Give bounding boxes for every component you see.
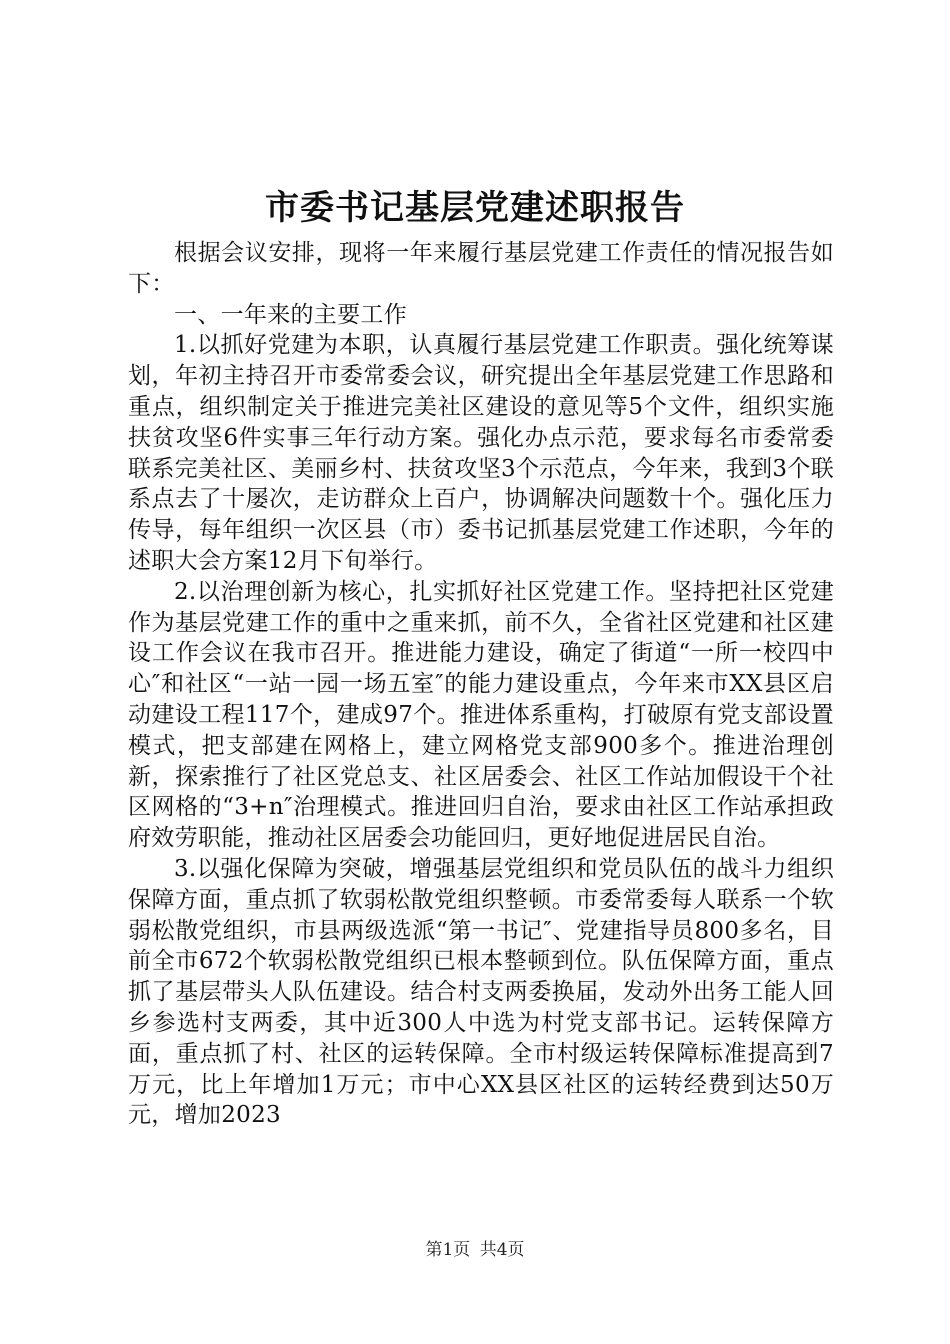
- paragraph-intro: 根据会议安排，现将一年来履行基层党建工作责任的情况报告如下：: [128, 240, 834, 297]
- page-footer: [0, 1238, 950, 1262]
- paragraph-item-2: 2.以治理创新为核心，扎实抓好社区党建工作。坚持把社区党建作为基层党建工作的重中之重来抓，前不久，全省社区党建和社区建设工作会议在我市召开。推进能力建设，确定了街道“一所一校四中心″和社区“一站一园一场五室″的能力建设重点，今年来市XX县区启动建设工程117个，建成97个。推进体系重构，打破原有党支部设置模式，把支部建在网格上，建立网格党支部900多个。推进治理创新，探索推行了社区党总支、社区居委会、社区工作站加假设干个社区网格的“3+n″治理模式。推进回归自治，要求由社区工作站承担政府效劳职能，推动社区居委会功能回归，更好地促进居民自治。: [128, 578, 834, 852]
- document-body: [128, 238, 834, 1131]
- document-title: 市委书记基层党建述职报告: [265, 188, 685, 228]
- page-total: 共4页: [479, 1240, 525, 1260]
- page-number: 第1页: [425, 1240, 471, 1260]
- section-heading: 一、一年来的主要工作: [174, 301, 407, 328]
- paragraph-item-3: 3.以强化保障为突破，增强基层党组织和党员队伍的战斗力组织保障方面，重点抓了软弱松散党组织整顿。市委常委每人联系一个软弱松散党组织，市县两级选派“第一书记″、党建指导员800多名，目前全市672个软弱松散党组织已根本整顿到位。队伍保障方面，重点抓了基层带头人队伍建设。结合村支两委换届，发动外出务工能人回乡参选村支两委，其中近300人中选为村党支部书记。运转保障方面，重点抓了村、社区的运转保障。全市村级运转保障标准提高到7万元，比上年增加1万元；市中心XX县区社区的运转经费到达50万元，增加2023: [128, 855, 834, 1129]
- paragraph-item-1: 1.以抓好党建为本职，认真履行基层党建工作职责。强化统筹谋划，年初主持召开市委常委会议，研究提出全年基层党建工作思路和重点，组织制定关于推进完美社区建设的意见等5个文件，组织实施扶贫攻坚6件实事三年行动方案。强化办点示范，要求每名市委常委联系完美社区、美丽乡村、扶贫攻坚3个示范点，今年来，我到3个联系点去了十屡次，走访群众上百户，协调解决问题数十个。强化压力传导，每年组织一次区县（市）委书记抓基层党建工作述职，今年的述职大会方案12月下旬举行。: [128, 332, 834, 574]
